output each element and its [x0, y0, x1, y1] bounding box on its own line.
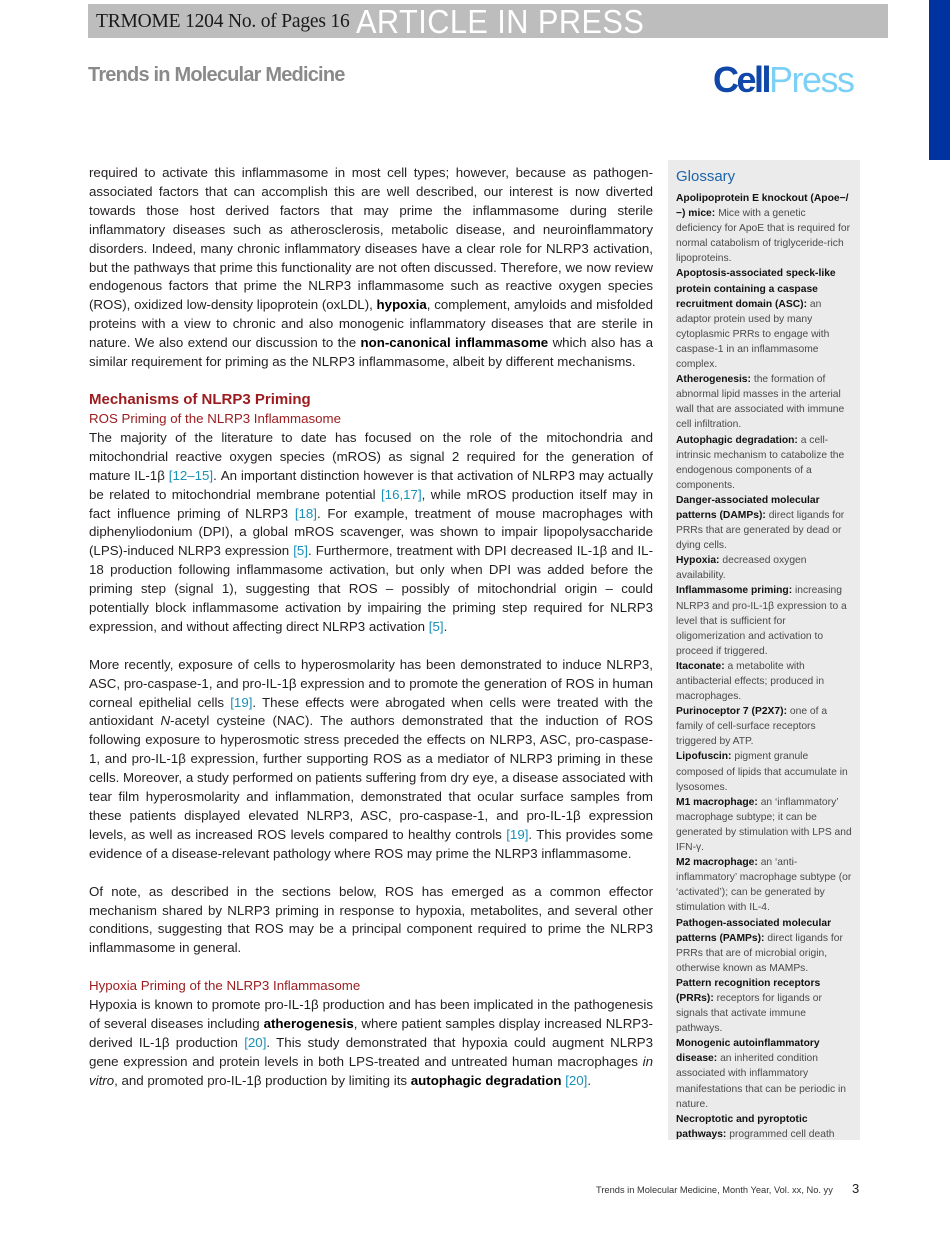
citation-link[interactable]: [20] [244, 1034, 267, 1050]
citation-link[interactable]: [20] [565, 1072, 588, 1088]
text: , complement, amyloids and misfolded proteins with a view to chronic and also monogenic inflammatory diseases that are sterile in nature. We also extend our discussion to the [89, 297, 653, 351]
glossary-entry [676, 704, 854, 749]
glossary-entry [676, 795, 854, 855]
glossary-entry [676, 1112, 854, 1142]
text: . An important distinction however is that activation of NLRP3 may actually be related to mitochondrial membrane potential [89, 467, 653, 502]
citation-link[interactable]: [19] [506, 826, 529, 842]
glossary-term-hypoxia: hypoxia [376, 297, 427, 313]
ros-paragraph-3: Of note, as described in the sections below, ROS has emerged as a common effector mechanism shared by NLRP3 priming in response to hypoxia, metabolites, and several other conditions, suggesting that ROS may be a principal component required to prime the NLRP3 inflammasome in general. [89, 883, 653, 956]
glossary-entry [676, 1036, 854, 1111]
glossary-term-atherogenesis: atherogenesis [263, 1015, 354, 1031]
citation-link[interactable]: [5] [428, 618, 444, 634]
glossary-term: Apolipoprotein E knockout (Apoe−/−) mice: [676, 193, 849, 220]
glossary-definition: a metabolite with antibacterial effects; produced in macrophages. [676, 660, 825, 703]
glossary-term-non-canonical: non-canonical inflammasome [360, 335, 549, 351]
glossary-term: Atherogenesis: [676, 374, 751, 386]
glossary-definition: receptors for ligands or signals that activate immune pathways. [676, 992, 822, 1035]
article-in-press-label: ARTICLE IN PRESS [356, 3, 645, 40]
glossary-term: Itaconate: [676, 660, 725, 672]
citation-link[interactable]: [5] [293, 543, 309, 559]
text: , while mROS production itself may in fact influence priming of NLRP3 [89, 486, 653, 521]
citation-link[interactable]: [12–15] [168, 467, 214, 483]
text: which also has a similar requirement for priming as the NLRP3 inflammasome, albeit by different mechanisms. [89, 335, 654, 370]
glossary-term: Autophagic degradation: [676, 434, 798, 446]
glossary-entry [676, 976, 854, 1036]
citation-link[interactable]: [19] [230, 694, 253, 710]
citation-link[interactable]: [18] [294, 505, 317, 521]
journal-side-tab [929, 0, 950, 160]
ros-paragraph-2 [89, 656, 653, 864]
text: The majority of the literature to date has focused on the role of the mitochondria and mitochondrial reactive oxygen species (mROS) as signal 2 required for the generation of mature IL-1β [89, 429, 653, 483]
text: required to activate this inflammasome in most cell types; however, because as pathogen-associated factors that can accomplish this are well described, our interest is now diverted towards those host derived factors that may prime the inflammasome during sterile inflammatory diseases such as atherosclerosis, metabolic disease, and neuroinflammatory disorders. Indeed, many chronic inflammatory diseases have a clear role for NLRP3 activation, but the pathways that prime this functionality are not often discussed. Therefore, we now review endogenous factors that prime the NLRP3 inflammasome such as reactive oxygen species (ROS), oxidized low-density lipoprotein (oxLDL), [89, 165, 653, 313]
glossary-entry [676, 553, 854, 583]
glossary-term: Danger-associated molecular patterns (DAMPs): [676, 494, 820, 521]
glossary-term: M2 macrophage: [676, 857, 758, 869]
footer-citation: Trends in Molecular Medicine, Month Year, Vol. xx, No. yy [596, 1185, 833, 1195]
glossary-entry [676, 266, 854, 372]
text: . This study demonstrated that hypoxia could augment NLRP3 gene expression and protein levels in both LPS-treated and untreated human macrophages [89, 1034, 653, 1069]
text: , and promoted pro-IL-1β production by limiting its [114, 1072, 411, 1088]
glossary-box [668, 160, 860, 1140]
text: . Furthermore, treatment with DPI decreased IL-1β and IL-18 production following inflammasome activation, but only when DPI was added before the priming step (signal 1), suggesting that ROS – possibly of mitochondrial origin – could potentially block inflammasome activation by impairing the priming step required for NLRP3 expression, and without affecting direct NLRP3 activation [89, 543, 654, 634]
glossary-term: Hypoxia: [676, 555, 720, 567]
glossary-term-autophagic: autophagic degradation [410, 1072, 562, 1088]
glossary-definition: pigment granule composed of lipids that accumulate in lysosomes. [676, 751, 848, 793]
glossary-entry [676, 493, 854, 553]
ros-paragraph-1 [89, 429, 653, 637]
page-number: 3 [852, 1181, 860, 1196]
glossary-definition: Mice with a genetic deficiency for ApoE that is required for normal catabolism of triglyceride-rich lipoproteins. [676, 208, 850, 265]
italic-text: in vitro [89, 1053, 653, 1088]
glossary-definition: the formation of abnormal lipid masses in the arterial wall that are associated with immune cell infiltration. [676, 374, 845, 431]
glossary-entry [676, 583, 854, 658]
text: More recently, exposure of cells to hyperosmolarity has been demonstrated to induce NLRP3, ASC, pro-caspase-1, and pro-IL-1β expression and to promote the generation of ROS in human corneal epithelial cells [89, 656, 653, 710]
glossary-entry [676, 916, 854, 976]
glossary-term: Pattern recognition receptors (PRRs): [676, 977, 821, 1004]
glossary-term: Purinoceptor 7 (P2X7): [676, 706, 787, 718]
glossary-definition: one of a family of cell-surface receptors triggered by ATP. [676, 706, 828, 748]
italic-text: N [160, 713, 171, 729]
text: . [443, 618, 448, 634]
glossary-term: Inflammasome priming: [676, 585, 793, 597]
glossary-entry [676, 372, 854, 432]
text: . These effects were abrogated when cells were treated with the antioxidant [89, 694, 653, 729]
text: Hypoxia is known to promote pro-IL-1β production and has been implicated in the pathogenesis of several diseases including [89, 997, 653, 1031]
glossary-definition: an ‘anti-inflammatory’ macrophage subtype (or ‘activated’); can be generated by stimulation with IL-4. [676, 857, 852, 914]
section-heading: Mechanisms of NLRP3 Priming [89, 390, 311, 408]
manuscript-reference: TRMOME 1204 No. of Pages 16 [96, 11, 350, 32]
citation-link[interactable]: [16,17] [380, 486, 422, 502]
glossary-term: Lipofuscin: [676, 751, 732, 763]
text: . [587, 1072, 592, 1088]
intro-paragraph [89, 164, 653, 372]
subsection-heading-hypoxia: Hypoxia Priming of the NLRP3 Inflammasome [89, 978, 361, 994]
glossary-definition: decreased oxygen availability. [676, 555, 807, 582]
glossary-definition: an adaptor protein used by many cytoplasmic PRRs to engage with caspase-1 in an inflammasome complex. [676, 298, 830, 371]
glossary-definition: programmed cell death [726, 1128, 835, 1140]
glossary-definition: a cell-intrinsic mechanism to catabolize the endogenous components of a components. [676, 434, 845, 491]
glossary-term: Monogenic autoinflammatory disease: [676, 1038, 820, 1065]
text: -acetyl cysteine (NAC). The authors demonstrated that the induction of ROS following exposure to hyperosmotic stress preceded the effects on NLRP3, ASC, pro-caspase-1, and pro-IL-1β expression, further supporting ROS as a mediator of NLRP3 priming in these cells. Moreover, a study performed on patients suffering from dry eye, a disease associated with tear film hyperosmolarity and inflammation, demonstrated that ocular surface samples from these patients displayed elevated NLRP3, ASC, pro-caspase-1, and pro-IL-1β expression levels, as well as increased ROS levels compared to healthy controls [89, 713, 654, 842]
main-text-column [89, 164, 653, 1091]
text: . This provides some evidence of a disease-relevant pathology where ROS may prime the NLRP3 inflammasome. [89, 826, 653, 861]
glossary-definition: increasing NLRP3 and pro-IL-1β expression to a level that is sufficient for oligomerization and activation to proceed if triggered. [676, 585, 847, 657]
glossary-term: Apoptosis-associated speck-like protein containing a caspase recruitment domain (ASC): [676, 268, 836, 310]
glossary-term: Necroptotic and pyroptotic pathways: [676, 1113, 808, 1140]
glossary-definition: an ‘inflammatory’ macrophage subtype; it can be generated by stimulation with LPS and IFN-γ. [676, 796, 852, 854]
cellpress-logo [713, 60, 854, 100]
logo-press: Press [769, 59, 854, 100]
glossary-definition: an inherited condition associated with inflammatory manifestations that can be periodic in nature. [676, 1053, 846, 1110]
hypoxia-paragraph [89, 996, 653, 1091]
text: . For example, treatment of mouse macrophages with diphenyliodonium (DPI), a global mROS scavenger, was shown to impair lipopolysaccharide (LPS)-induced NLRP3 expression [89, 505, 653, 559]
journal-name: Trends in Molecular Medicine [88, 64, 345, 86]
glossary-term: M1 macrophage: [676, 796, 758, 808]
logo-cell: Cell [713, 59, 770, 100]
glossary-definition: direct ligands for PRRs that are generated by dead or dying cells. [676, 509, 845, 552]
glossary-entry [676, 433, 854, 493]
glossary-entry [676, 191, 854, 266]
text: , where patient samples display increased NLRP3-derived IL-1β production [89, 1015, 653, 1050]
glossary-term: Pathogen-associated molecular patterns (PAMPs): [676, 917, 832, 944]
glossary-title: Glossary [676, 168, 736, 185]
article-in-press-banner [88, 4, 888, 38]
subsection-heading-ros: ROS Priming of the NLRP3 Inflammasome [89, 410, 341, 426]
glossary-definition: direct ligands for PRRs that are of microbial origin, otherwise known as MAMPs. [676, 932, 843, 974]
glossary-entry [676, 855, 854, 915]
glossary-entry [676, 749, 854, 794]
glossary-entry [676, 659, 854, 704]
